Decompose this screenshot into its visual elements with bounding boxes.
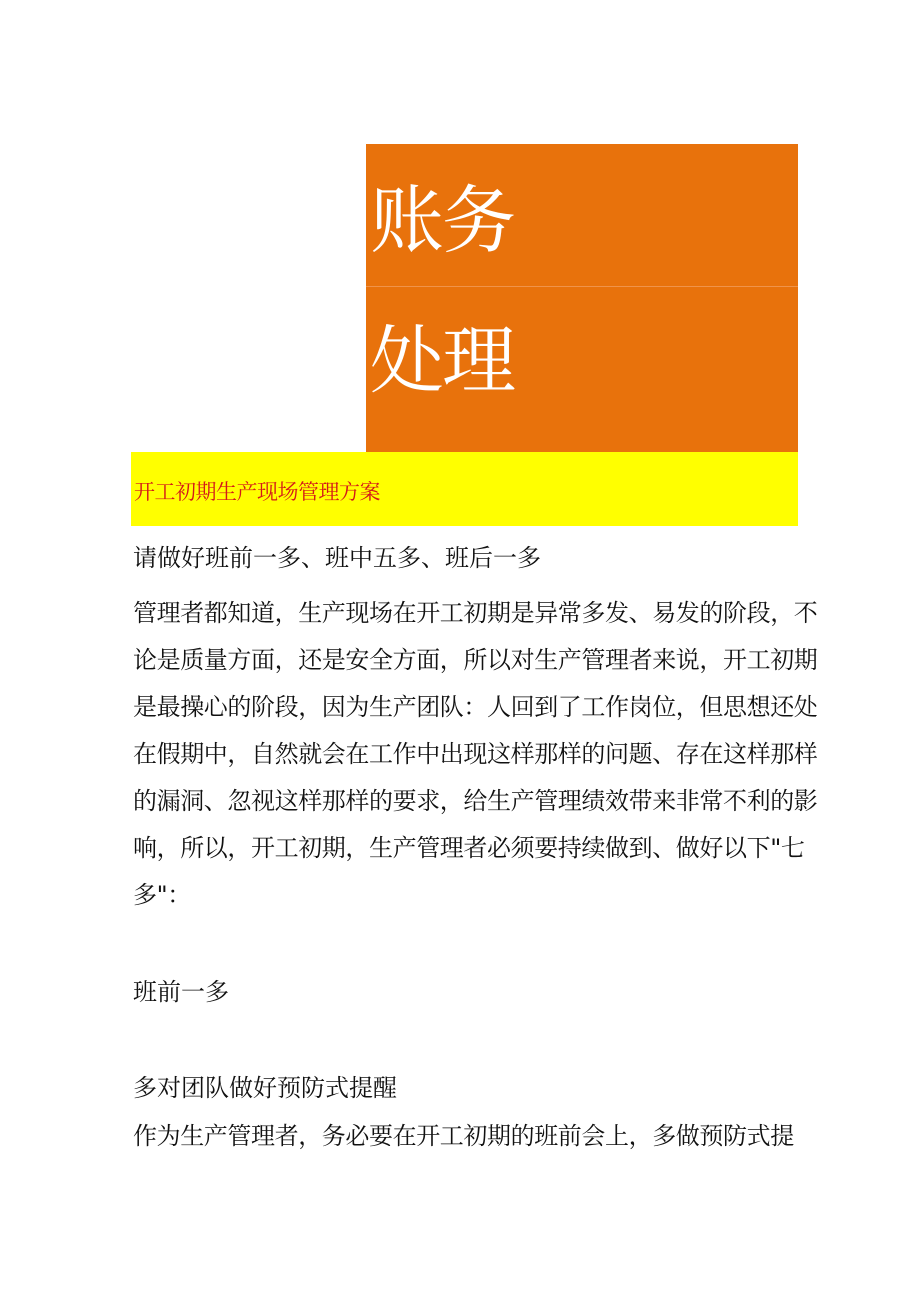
cover-title-divider bbox=[366, 286, 798, 287]
intro-paragraph bbox=[133, 590, 818, 919]
item-text: 作为生产管理者，务必要在开工初期的班前会上，多做预防式提 bbox=[133, 1122, 794, 1150]
cover-title-block bbox=[366, 144, 798, 452]
intro-line: 在假期中，自然就会在工作中出现这样那样的问题、存在这样那样 bbox=[133, 740, 818, 768]
section-heading: 班前一多 bbox=[133, 978, 229, 1006]
intro-line: 响，所以，开工初期，生产管理者必须要持续做到、做好以下"七 bbox=[133, 834, 805, 862]
intro-line: 的漏洞、忽视这样那样的要求，给生产管理绩效带来非常不利的影 bbox=[133, 787, 818, 815]
document-title-banner bbox=[131, 452, 798, 526]
intro-line: 多"： bbox=[133, 881, 191, 909]
document-title: 开工初期生产现场管理方案 bbox=[134, 480, 380, 504]
intro-line: 管理者都知道，生产现场在开工初期是异常多发、易发的阶段，不 bbox=[133, 599, 818, 627]
intro-line: 是最操心的阶段，因为生产团队：人回到了工作岗位，但思想还处 bbox=[133, 693, 818, 721]
item-heading: 多对团队做好预防式提醒 bbox=[133, 1074, 397, 1102]
cover-title-line-1: 账务 bbox=[370, 178, 514, 264]
intro-line: 论是质量方面，还是安全方面，所以对生产管理者来说，开工初期 bbox=[133, 646, 818, 674]
document-subtitle: 请做好班前一多、班中五多、班后一多 bbox=[133, 544, 541, 572]
cover-title-line-2: 处理 bbox=[370, 318, 514, 404]
